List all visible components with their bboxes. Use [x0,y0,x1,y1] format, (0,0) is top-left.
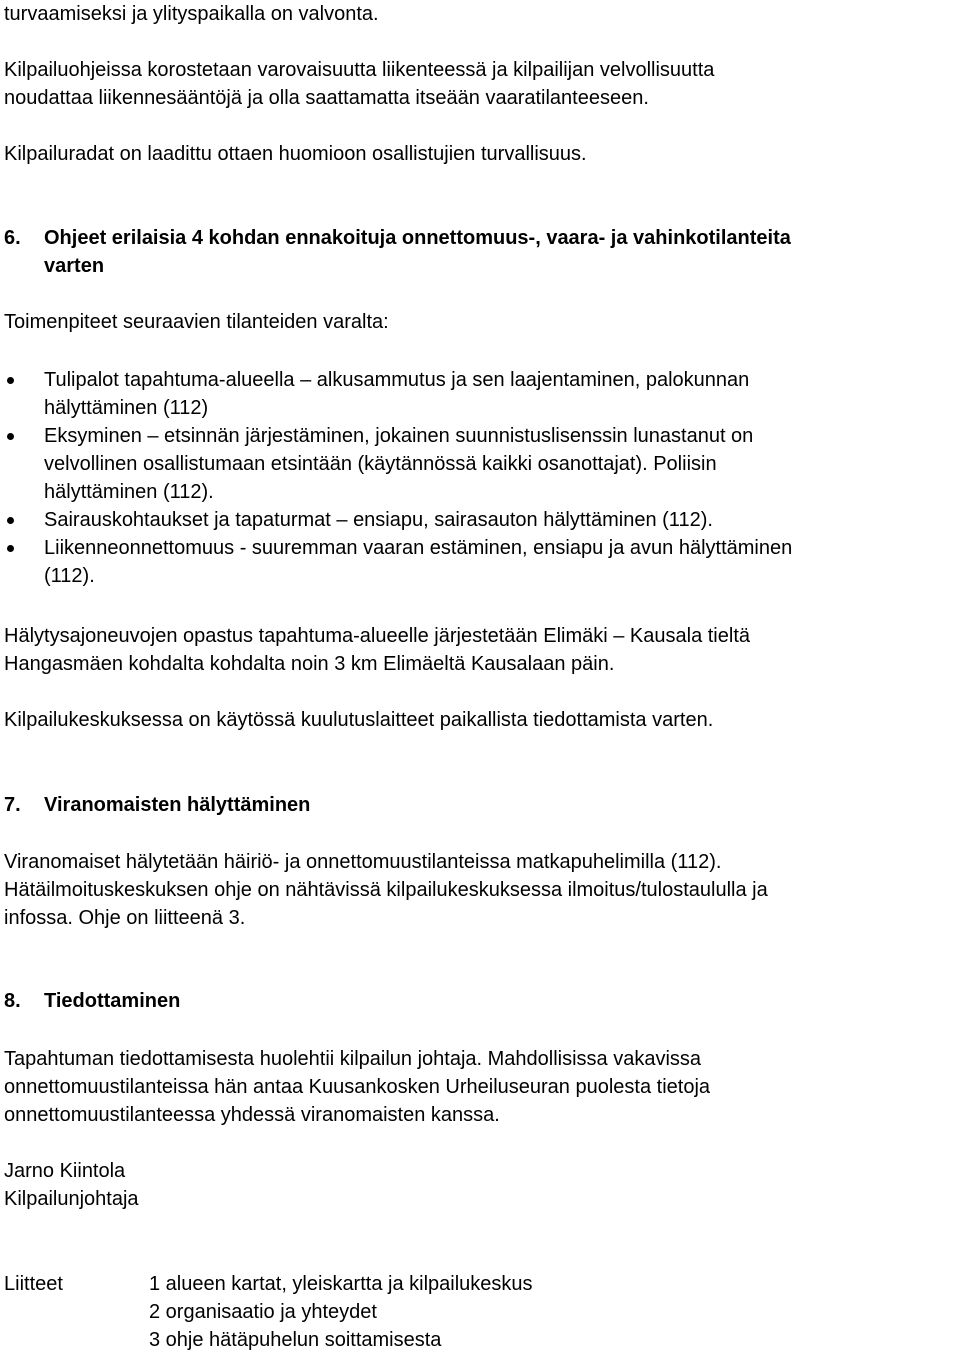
attachments-list [149,1270,949,1354]
paragraph-line: Kilpailuohjeissa korostetaan varovaisuutta liikenteessä ja kilpailijan velvollisuutta [4,59,715,81]
section-title-line: Ohjeet erilaisia 4 kohdan ennakoituja onnettomuus-, vaara- ja vahinkotilanteita [44,227,791,249]
bullet-line: velvollinen osallistumaan etsintään (käytännössä kaikki osanottajat). Poliisin [44,453,717,475]
intro-paragraph: Kilpailuradat on laadittu ottaen huomioon osallistujien turvallisuus. [4,143,587,165]
bullet-line: Eksyminen – etsinnän järjestäminen, jokainen suunnistuslisenssin lunastanut on [44,425,754,447]
paragraph-line: noudattaa liikennesääntöjä ja olla saattamatta itseään vaaratilanteeseen. [4,87,649,109]
section-number: 6. [4,227,21,249]
section-7-heading [4,791,956,819]
paragraph-line: Tapahtuman tiedottamisesta huolehtii kilpailun johtaja. Mahdollisissa vakavissa [4,1048,702,1070]
bullet-line: hälyttäminen (112). [44,481,214,503]
section-8-heading [4,987,956,1015]
attachments-label: Liitteet [4,1273,63,1295]
bullet-item [4,506,956,534]
bullet-line: Tulipalot tapahtuma-alueella – alkusammutus ja sen laajentaminen, palokunnan [44,369,750,391]
paragraph-line: Viranomaiset hälytetään häiriö- ja onnettomuustilanteissa matkapuhelimilla (112). [4,851,722,873]
signature-name: Jarno Kiintola [4,1160,126,1182]
intro-line: turvaamiseksi ja ylityspaikalla on valvonta. [4,3,379,25]
section-number: 8. [4,990,21,1012]
paragraph-line: Hätäilmoituskeskuksen ohje on nähtävissä kilpailukeskuksessa ilmoitus/tulostaululla ja [4,879,768,901]
section-7-paragraph [4,848,956,932]
paragraph-line: Hangasmäen kohdalta kohdalta noin 3 km Elimäeltä Kausalaan päin. [4,653,615,675]
bullet-item [4,366,956,422]
bullet-item [4,422,956,506]
section-title [44,224,944,280]
routing-paragraph [4,622,956,678]
section-lead: Toimenpiteet seuraavien tilanteiden varalta: [4,311,389,333]
bullet-icon [7,433,14,440]
section-number: 7. [4,794,21,816]
intro-paragraph [4,56,956,112]
bullet-line: Liikenneonnettomuus - suuremman vaaran estäminen, ensiapu ja avun hälyttäminen [44,537,793,559]
bullet-item [4,534,956,590]
bullet-line: (112). [44,565,95,587]
bullet-line: Sairauskohtaukset ja tapaturmat – ensiapu, sairasauton hälyttäminen (112). [44,509,713,531]
paragraph-line: onnettomuustilanteessa yhdessä viranomaisten kanssa. [4,1104,500,1126]
bullet-icon [7,545,14,552]
signature-role: Kilpailunjohtaja [4,1188,139,1210]
attachment-item: 3 ohje hätäpuhelun soittamisesta [149,1329,442,1351]
section-8-paragraph [4,1045,956,1129]
paragraph-line: infossa. Ohje on liitteenä 3. [4,907,246,929]
pa-paragraph: Kilpailukeskuksessa on käytössä kuulutuslaitteet paikallista tiedottamista varten. [4,709,714,731]
section-title: Viranomaisten hälyttäminen [44,794,311,816]
section-title-line: varten [44,255,105,277]
section-title: Tiedottaminen [44,990,181,1012]
bullet-list [4,366,956,590]
bullet-icon [7,517,14,524]
signature-block [4,1157,956,1213]
attachment-item: 2 organisaatio ja yhteydet [149,1301,377,1323]
bullet-icon [7,377,14,384]
paragraph-line: Hälytysajoneuvojen opastus tapahtuma-alueelle järjestetään Elimäki – Kausala tieltä [4,625,750,647]
bullet-line: hälyttäminen (112) [44,397,209,419]
paragraph-line: onnettomuustilanteissa hän antaa Kuusankosken Urheiluseuran puolesta tietoja [4,1076,711,1098]
attachment-item: 1 alueen kartat, yleiskartta ja kilpailukeskus [149,1273,533,1295]
